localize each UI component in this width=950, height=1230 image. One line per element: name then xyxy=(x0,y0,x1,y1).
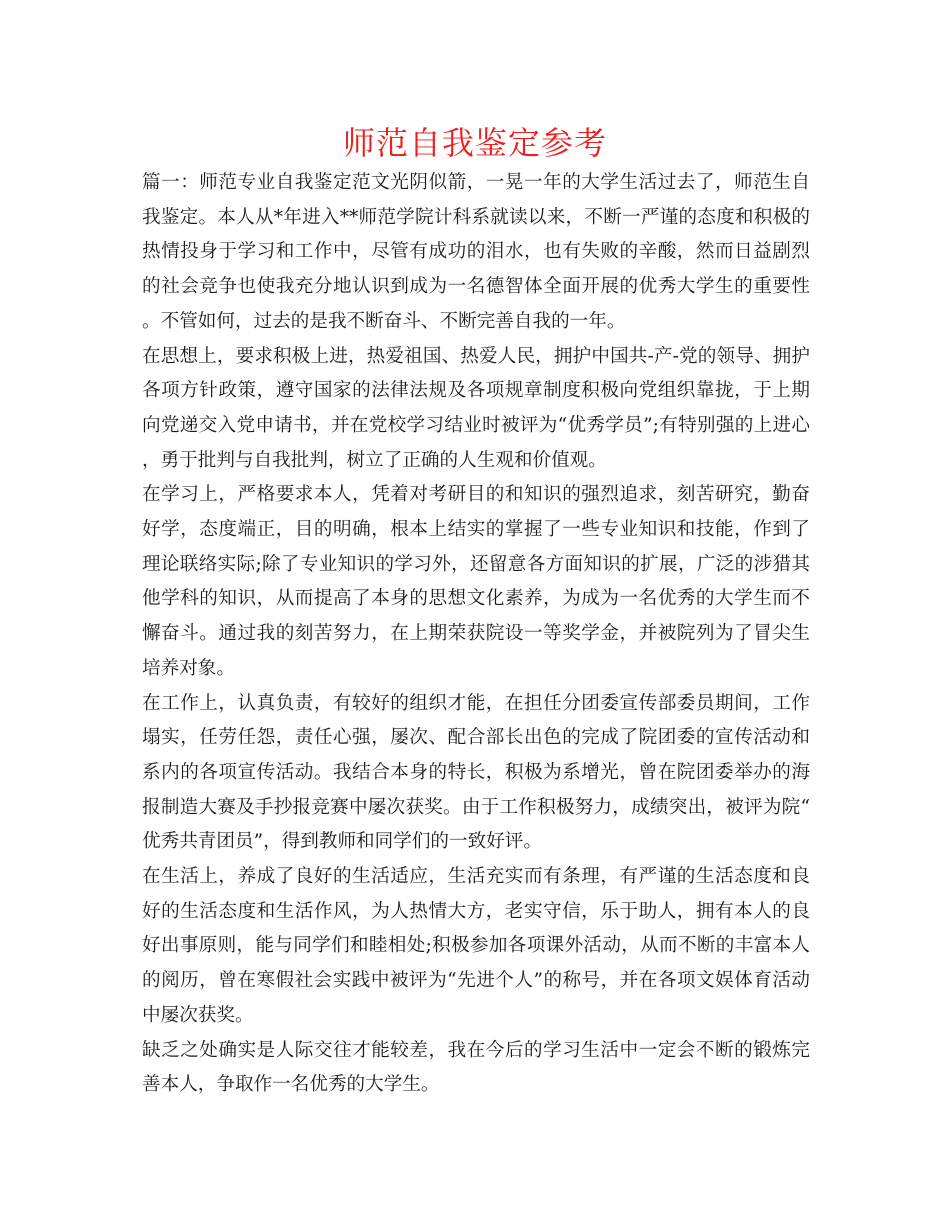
paragraph-6: 缺乏之处确实是人际交往才能较差，我在今后的学习生活中一定会不断的锻炼完善本人，争取作一名优秀的大学生。 xyxy=(142,1039,810,1096)
document-title: 师范自我鉴定参考 xyxy=(342,124,607,162)
paragraph-4: 在工作上，认真负责，有较好的组织才能，在担任分团委宣传部委员期间，工作塌实，任劳任怨，责任心强，屡次、配合部长出色的完成了院团委的宣传活动和系内的各项宣传活动。我结合本身的特长，积极为系增光，曾在院团委举办的海报制造大赛及手抄报竞赛中屡次获奖。由于工作积极努力，成绩突出，被评为院“优秀共青团员”，得到教师和同学们的一致好评。 xyxy=(142,692,810,853)
document-body xyxy=(142,166,810,1103)
paragraph-5: 在生活上，养成了良好的生活适应，生活充实而有条理，有严谨的生活态度和良好的生活态度和生活作风，为人热情大方，老实守信，乐于助人，拥有本人的良好出事原则，能与同学们和睦相处;积极参加各项课外活动，从而不断的丰富本人的阅历，曾在寒假社会实践中被评为“先进个人”的称号，并在各项文娱体育活动中屡次获奖。 xyxy=(142,866,810,1026)
paragraph-3: 在学习上，严格要求本人，凭着对考研目的和知识的强烈追求，刻苦研究，勤奋好学，态度端正，目的明确，根本上结实的掌握了一些专业知识和技能，作到了理论联络实际;除了专业知识的学习外，还留意各方面知识的扩展，广泛的涉猎其他学科的知识，从而提高了本身的思想文化素养，为成为一名优秀的大学生而不懈奋斗。通过我的刻苦努力，在上期荣获院设一等奖学金，并被院列为了冒尖生培养对象。 xyxy=(142,484,810,679)
paragraph-1: 篇一：师范专业自我鉴定范文光阴似箭，一晃一年的大学生活过去了，师范生自我鉴定。本人从*年进入**师范学院计科系就读以来，不断一严谨的态度和积极的热情投身于学习和工作中，尽管有成功的泪水，也有失败的辛酸，然而日益剧烈的社会竞争也使我充分地认识到成为一名德智体全面开展的优秀大学生的重要性。不管如何，过去的是我不断奋斗、不断完善自我的一年。 xyxy=(142,172,810,332)
paragraph-2: 在思想上，要求积极上进，热爱祖国、热爱人民，拥护中国共-产-党的领导、拥护各项方针政策，遵守国家的法律法规及各项规章制度积极向党组织靠拢，于上期向党递交入党申请书，并在党校学习结业时被评为“优秀学员”;有特别强的上进心，勇于批判与自我批判，树立了正确的人生观和价值观。 xyxy=(142,345,810,471)
